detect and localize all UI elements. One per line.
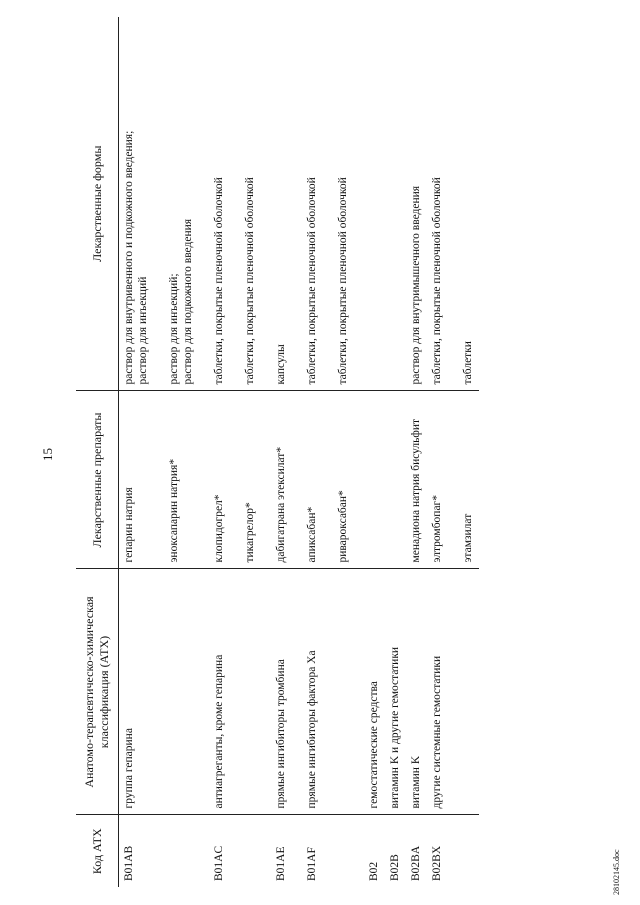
- table-row: [333, 17, 364, 887]
- classification-cell: прямые ингибиторы тромбина: [271, 569, 302, 815]
- drug-cell: клопидогрел*: [209, 391, 240, 569]
- classification-cell: [458, 569, 479, 815]
- drug-cell: эноксапарин натрия*: [164, 391, 209, 569]
- table-row: [209, 17, 240, 887]
- dosage-forms-cell: [333, 17, 364, 391]
- table-row: [302, 17, 333, 887]
- dosage-forms-cell: [302, 17, 333, 391]
- drug-cell: этамзилат: [458, 391, 479, 569]
- dosage-forms-cell: [271, 17, 302, 391]
- dosage-forms-cell: [209, 17, 240, 391]
- table-row: [364, 17, 385, 887]
- dosage-form-line: раствор для инъекций: [137, 276, 150, 385]
- drug-cell: элтромбопаг*: [427, 391, 458, 569]
- table-body: [119, 17, 480, 887]
- atx-code-cell: B02: [368, 861, 381, 881]
- table-row: [385, 17, 406, 887]
- atx-code-cell: B02BX: [431, 845, 444, 881]
- dosage-form-line: раствор для инъекций;: [168, 273, 181, 385]
- dosage-form-line: таблетки, покрытые пленочной оболочкой: [337, 177, 350, 385]
- footer-filename: 28102145.doc: [612, 849, 621, 895]
- drug-cell: менадиона натрия бисульфит: [406, 391, 427, 569]
- drug-cell: [364, 391, 385, 569]
- dosage-form-line: раствор для подкожного введения: [182, 218, 195, 385]
- classification-cell: витамин K: [406, 569, 427, 815]
- classification-cell: витамин K и другие гемостатики: [385, 569, 406, 815]
- atx-code-cell: [333, 815, 364, 887]
- dosage-forms-cell: [458, 17, 479, 391]
- dosage-forms-cell: [406, 17, 427, 391]
- dosage-form-line: таблетки: [462, 341, 475, 385]
- dosage-forms-cell: [240, 17, 271, 391]
- atx-code-cell: B02BA: [410, 845, 423, 881]
- table-row: [271, 17, 302, 887]
- dosage-forms-cell: [164, 17, 209, 391]
- dosage-form-line: таблетки, покрытые пленочной оболочкой: [213, 177, 226, 385]
- atx-code-cell: B01AF: [306, 847, 319, 881]
- dosage-forms-cell: [427, 17, 458, 391]
- atx-code-cell: [458, 815, 479, 887]
- dosage-forms-cell: [119, 17, 165, 391]
- header-drugs: Лекарственные препараты: [76, 391, 119, 569]
- atx-code-cell: B01AB: [123, 845, 135, 881]
- classification-cell: группа гепарина: [119, 569, 165, 815]
- dosage-form-line: таблетки, покрытые пленочной оболочкой: [244, 177, 257, 385]
- table-row: [164, 17, 209, 887]
- table-row: [406, 17, 427, 887]
- header-code: Код АТХ: [76, 815, 119, 887]
- dosage-form-line: раствор для внутривенного и подкожного введения;: [123, 130, 135, 385]
- atx-code-cell: B02B: [389, 854, 402, 881]
- classification-cell: антиагреганты, кроме гепарина: [209, 569, 240, 815]
- header-classification: Анатомо-терапевтическо-химическая классификация (АТХ): [76, 569, 119, 815]
- dosage-form-line: таблетки, покрытые пленочной оболочкой: [306, 177, 319, 385]
- classification-cell: гемостатические средства: [364, 569, 385, 815]
- classification-cell: другие системные гемостатики: [427, 569, 458, 815]
- drug-cell: тикагрелор*: [240, 391, 271, 569]
- atx-code-cell: [164, 815, 209, 887]
- dosage-form-line: таблетки, покрытые пленочной оболочкой: [431, 177, 444, 385]
- atx-code-cell: B01AE: [275, 846, 288, 881]
- atx-code-cell: B01AC: [213, 845, 226, 881]
- drug-cell: гепарин натрия: [119, 391, 165, 569]
- table-row: [119, 17, 165, 887]
- table-header-row: [76, 17, 119, 887]
- table-row: [458, 17, 479, 887]
- dosage-form-line: раствор для внутримышечного введения: [410, 185, 423, 385]
- table-row: [240, 17, 271, 887]
- classification-cell: прямые ингибиторы фактора Xa: [302, 569, 333, 815]
- classification-cell: [333, 569, 364, 815]
- header-forms: Лекарственные формы: [76, 17, 119, 391]
- drug-cell: апиксабан*: [302, 391, 333, 569]
- classification-cell: [164, 569, 209, 815]
- table-row: [427, 17, 458, 887]
- page-number: 15: [40, 448, 55, 461]
- atx-code-cell: [240, 815, 271, 887]
- dosage-form-line: капсулы: [275, 344, 288, 385]
- classification-cell: [240, 569, 271, 815]
- dosage-forms-cell: [364, 17, 385, 391]
- atx-table: [76, 17, 479, 887]
- dosage-forms-cell: [385, 17, 406, 391]
- drug-cell: дабигатрана этексилат*: [271, 391, 302, 569]
- drug-cell: [385, 391, 406, 569]
- drug-cell: ривароксабан*: [333, 391, 364, 569]
